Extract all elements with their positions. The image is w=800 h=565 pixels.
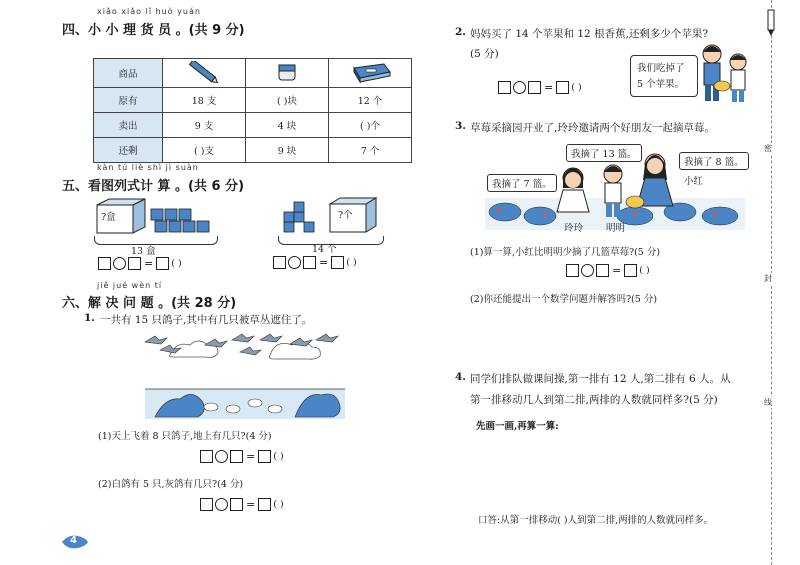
answer-box[interactable] xyxy=(528,81,541,94)
q1-number: 1. xyxy=(84,312,95,324)
operator-circle[interactable] xyxy=(288,256,301,269)
table-cell: 12 个 xyxy=(329,88,412,113)
label-lingling: 玲玲 xyxy=(564,223,584,234)
q4-answer-line: 口答:从第一排移动( )人到第二排,两排的人数就同样多。 xyxy=(478,515,714,526)
bubble-line1: 我们吃掉了 xyxy=(637,63,685,74)
unit-blank[interactable]: ( ) xyxy=(273,499,284,510)
q2-score: (5 分) xyxy=(470,48,499,60)
answer-box[interactable] xyxy=(624,264,637,277)
pencil-icon xyxy=(163,59,246,88)
unit-blank[interactable]: ( ) xyxy=(346,257,357,268)
margin-label: 线 xyxy=(764,398,772,407)
table-cell[interactable]: ( )块 xyxy=(246,88,329,113)
q3-text: 草莓采摘园开业了,玲玲邀请两个好朋友一起摘草莓。 xyxy=(470,122,715,134)
unit-blank[interactable]: ( ) xyxy=(571,82,582,93)
speech-bubble xyxy=(630,55,698,97)
total-brace xyxy=(94,236,218,245)
speech-bubble-xiaohong: 我摘了 8 篮。 xyxy=(679,152,749,170)
q2-number: 2. xyxy=(455,26,466,38)
q4-line2: 第一排移动几人到第二排,两排的人数就同样多?(5 分) xyxy=(470,394,718,406)
answer-box[interactable] xyxy=(556,81,569,94)
cubes-picture xyxy=(274,194,384,236)
answer-box[interactable] xyxy=(273,256,286,269)
table-cell: 4 块 xyxy=(246,113,329,138)
milk-boxes-picture xyxy=(95,197,215,237)
unit-blank[interactable]: ( ) xyxy=(639,265,650,276)
total-label: 13 盒 xyxy=(131,246,156,257)
answer-box[interactable] xyxy=(200,498,213,511)
sec4-title: 四、小 小 理 货 员 。(共 9 分) xyxy=(62,23,245,38)
answer-box[interactable] xyxy=(200,450,213,463)
answer-box[interactable] xyxy=(331,256,344,269)
q1-sub2: (2)白鸽有 5 只,灰鸽有几只?(4 分) xyxy=(98,479,244,490)
total-label: 14 个 xyxy=(312,244,337,255)
answer-box[interactable] xyxy=(303,256,316,269)
unit-blank[interactable]: ( ) xyxy=(273,451,284,462)
table-cell: 7 个 xyxy=(329,138,412,163)
equation-row: = ( ) xyxy=(498,81,582,94)
children-eating-picture xyxy=(696,40,756,110)
operator-circle[interactable] xyxy=(513,81,526,94)
operator-circle[interactable] xyxy=(581,264,594,277)
label-xiaohong: 小红 xyxy=(684,176,704,187)
sec6-pinyin: jiě jué wèn tí xyxy=(97,281,163,290)
answer-box[interactable] xyxy=(258,450,271,463)
sec6-title: 六、解 决 问 题 。(共 28 分) xyxy=(62,296,237,311)
answer-box[interactable] xyxy=(156,257,169,270)
table-cell[interactable]: ( )个 xyxy=(329,113,412,138)
answer-box[interactable] xyxy=(230,450,243,463)
q4-line1: 同学们排队做课间操,第一排有 12 人,第二排有 6 人。从 xyxy=(470,373,731,385)
table-cell: 18 支 xyxy=(163,88,246,113)
equation-row: = ( ) xyxy=(273,256,357,269)
margin-label: 封 xyxy=(764,274,772,283)
speech-bubble-mingming: 我摘了 13 篮。 xyxy=(566,144,642,162)
q3-sub2: (2)你还能提出一个数学问题并解答吗?(5 分) xyxy=(470,294,658,305)
operator-circle[interactable] xyxy=(113,257,126,270)
bubble-line2: 5 个苹果。 xyxy=(637,79,685,90)
equation-row: = ( ) xyxy=(566,264,650,277)
answer-box[interactable] xyxy=(230,498,243,511)
margin-label: 密 xyxy=(764,144,772,153)
page-number: 4 xyxy=(70,535,77,546)
unit-blank[interactable]: ( ) xyxy=(171,258,182,269)
table-cell: 9 支 xyxy=(163,113,246,138)
row-label: 卖出 xyxy=(94,113,163,138)
q4-hint: 先画一画,再算一算: xyxy=(476,421,559,432)
answer-box[interactable] xyxy=(128,257,141,270)
q2-text: 妈妈买了 14 个苹果和 12 根香蕉,还剩多少个苹果? xyxy=(470,28,709,40)
pen-icon xyxy=(765,8,777,42)
q1-sub1: (1)天上飞着 8 只鸽子,地上有几只?(4 分) xyxy=(98,431,272,442)
label-mingming: 明明 xyxy=(606,223,626,234)
box-label: ?个 xyxy=(338,210,353,221)
speech-bubble-lingling: 我摘了 7 篮。 xyxy=(487,174,557,192)
equation-row: = ( ) xyxy=(98,257,182,270)
sec5-title: 五、看图列式计 算 。(共 6 分) xyxy=(62,179,245,194)
box-label: ?盒 xyxy=(101,212,116,223)
q3-number: 3. xyxy=(455,120,466,132)
operator-circle[interactable] xyxy=(215,450,228,463)
equation-row: = ( ) xyxy=(200,498,284,511)
table-header-label: 商品 xyxy=(94,59,163,88)
q1-text: 一共有 15 只鸽子,其中有几只被草丛遮住了。 xyxy=(100,314,313,326)
table-cell[interactable]: ( )支 xyxy=(163,138,246,163)
answer-box[interactable] xyxy=(98,257,111,270)
table-cell: 9 块 xyxy=(246,138,329,163)
q3-sub1: (1)算一算,小红比明明少摘了几篮草莓?(5 分) xyxy=(470,247,661,258)
grass-pigeons-picture xyxy=(145,383,345,419)
answer-box[interactable] xyxy=(258,498,271,511)
row-label: 还剩 xyxy=(94,138,163,163)
answer-box[interactable] xyxy=(566,264,579,277)
answer-box[interactable] xyxy=(498,81,511,94)
page-number-badge xyxy=(60,534,90,550)
pencil-box-icon xyxy=(329,59,412,88)
sec4-pinyin: xiǎo xiǎo lǐ huò yuán xyxy=(97,7,201,16)
q4-number: 4. xyxy=(455,371,466,383)
row-label: 原有 xyxy=(94,88,163,113)
eraser-icon xyxy=(246,59,329,88)
answer-box[interactable] xyxy=(596,264,609,277)
sec5-pinyin: kàn tú liè shì jì suàn xyxy=(97,163,199,172)
operator-circle[interactable] xyxy=(215,498,228,511)
goods-table xyxy=(93,58,412,163)
flying-pigeons-picture xyxy=(140,330,340,365)
equation-row: = ( ) xyxy=(200,450,284,463)
